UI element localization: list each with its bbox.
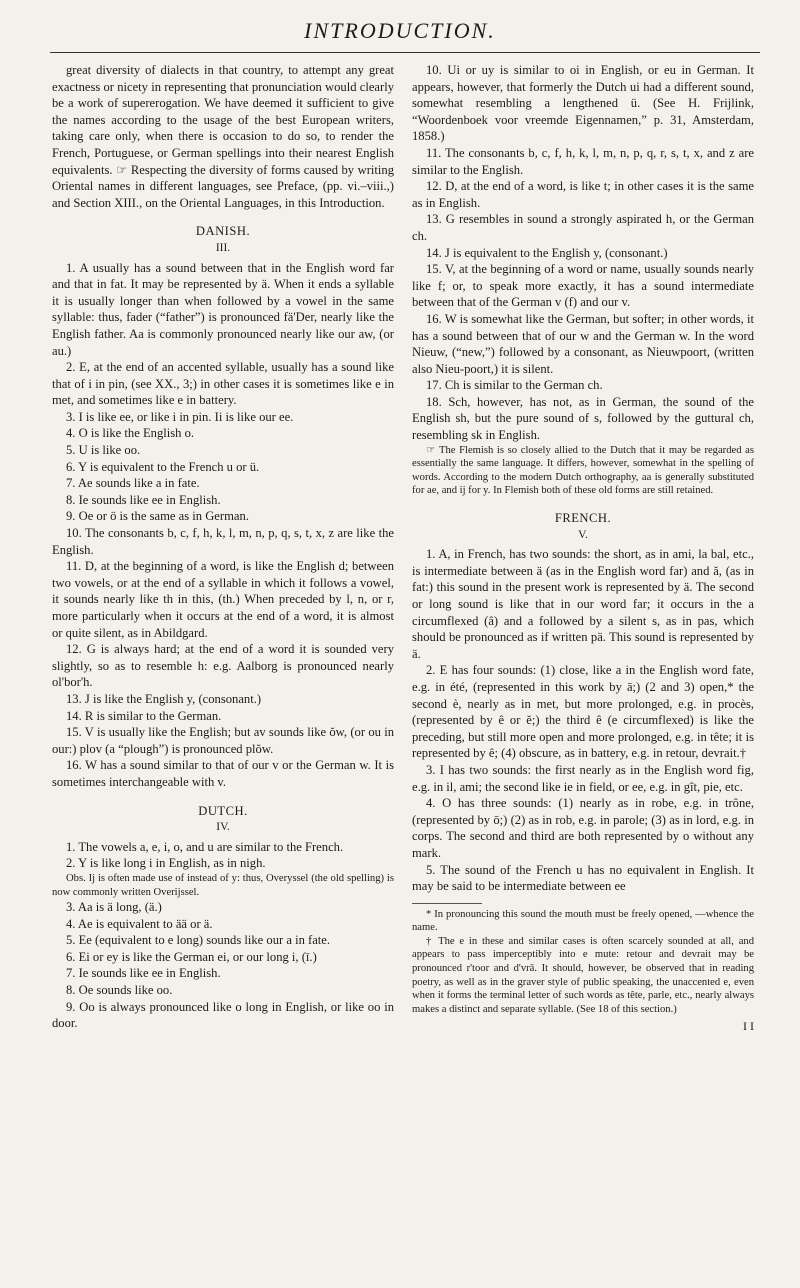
dutch-item: 16. W is somewhat like the German, but softer; in other words, it has a sound between that of our w and the German w. In the word Nieuw, (“new,”) followed by a consonant, as Nieuwpoort, (written also Nieu-poort,) it is silent. [412, 311, 754, 376]
danish-section-number: III. [215, 241, 231, 254]
french-heading: FRENCH. [554, 511, 612, 526]
danish-item: 5. U is like oo. [66, 443, 141, 458]
header-rule [50, 52, 760, 53]
french-section-number: V. [578, 528, 588, 541]
french-item: 2. E has four sounds: (1) close, like a in the English word fate, e.g. in été, (represented in this work by ā;) (2 and 3) open,* the second è, nearly as in met, but more prolonged, e.g. in procès, (represented by ê or ĕ;) the third ê (e circumflexed) is like the preceding, but still more open and more prolonged, e.g. in tête; it is represented by ê; (4) obscure, as in battery, e.g. in retour, devrait.† [412, 663, 754, 761]
running-head: INTRODUCTION. [304, 18, 496, 43]
dutch-item: 4. Ae is equivalent to ää or ä. [66, 916, 213, 931]
dutch-item: 17. Ch is similar to the German ch. [426, 378, 603, 393]
dutch-item: 8. Oe sounds like oo. [66, 983, 173, 998]
page-number: I I [743, 1019, 754, 1034]
danish-item: 4. O is like the English o. [66, 426, 195, 441]
dutch-item: 1. The vowels a, e, i, o, and u are similar to the French. [66, 839, 344, 854]
dutch-item: 2. Y is like long i in English, as in nigh. [66, 856, 266, 871]
left-column [52, 62, 394, 1032]
footnote: † The e in these and similar cases is often scarcely sounded at all, and appears to pass imperceptibly into e mute: retour and devrait may be pronounced r'toor and d'vrā. It should, however, be observed that in reading poetry, as well as in the graver style of public speaking, the unaccented e, even when it forms the terminal letter of such words as tête, parle, etc., nearly always makes a distinct and separate syllable. (See 18 of this section.) [412, 935, 754, 1015]
dutch-heading: DUTCH. [198, 803, 248, 818]
dutch-item: 9. Oo is always pronounced like o long in English, or like oo in door. [52, 999, 394, 1031]
dutch-observation: Obs. Ij is often made use of instead of y: thus, Overyssel (the old spelling) is now commonly written Overijssel. [52, 872, 394, 898]
danish-heading: DANISH. [195, 224, 251, 239]
right-column [412, 62, 754, 1035]
danish-item: 7. Ae sounds like a in fate. [66, 476, 200, 491]
dutch-item: 15. V, at the beginning of a word or name, usually sounds nearly like f; or, to speak more exactly, it has a sound intermediate between that of the German v (f) and our v. [412, 262, 754, 310]
dutch-item: 6. Ei or ey is like the German ei, or our long i, (ī.) [66, 949, 317, 964]
french-item: 3. I has two sounds: the first nearly as in the English word fig, e.g. in il, ami; the second like ie in field, or ee, e.g. in gît, pie, etc. [412, 762, 754, 794]
danish-item: 13. J is like the English y, (consonant.) [66, 691, 262, 706]
french-item: 4. O has three sounds: (1) nearly as in robe, e.g. in trône, (represented by ō;) (2) as in rob, e.g. in parole; (3) as in lord, e.g. in corps. The second and third are both represented by o without any mark. [412, 796, 754, 860]
danish-item: 2. E, at the end of an accented syllable, usually has a sound like that of i in pin, (see XX., 3;) in other cases it is sometimes like e in met, and sometimes like e in battery. [52, 360, 394, 408]
danish-item: 3. I is like ee, or like i in pin. Ii is like our ee. [66, 409, 294, 424]
dutch-item: 12. D, at the end of a word, is like t; in other cases it is the same as in English. [412, 179, 754, 210]
danish-item: 15. V is usually like the English; but av sounds like ŏw, (or ou in our:) plov (a “plough”) is pronounced plŏw. [52, 725, 394, 756]
french-item: 5. The sound of the French u has no equivalent in English. It may be said to be intermediate between ee [412, 862, 754, 894]
danish-item: 9. Oe or ö is the same as in German. [66, 509, 249, 524]
dutch-item: 11. The consonants b, c, f, h, k, l, m, n, p, q, r, s, t, x, and z are similar to the English. [412, 145, 754, 177]
dutch-item: 18. Sch, however, has not, as in German, the sound of the English sh, but the pure sound of s, followed by the guttural ch, resembling sk in English. [412, 394, 754, 443]
danish-item: 6. Y is equivalent to the French u or ü. [66, 459, 260, 474]
danish-item: 1. A usually has a sound between that in the English word far and that in fat. It may be represented by ä. When it ends a syllable it is usually longer than when followed by a vowel in the same syllable: thus, fader (“father”) is pronounced fä'Der, nearly like the English father. Aa is commonly pronounced nearly like our aw, (or au.) [52, 260, 394, 358]
dutch-item: 14. J is equivalent to the English y, (consonant.) [426, 245, 668, 260]
dutch-item: 3. Aa is ä long, (ä.) [66, 900, 162, 915]
intro-paragraph: great diversity of dialects in that country, to attempt any great exactness or nicety in representing that pronunciation would clearly be a work of supererogation. We have deemed it sufficient to give the names according to the usage of the best European writers, taking care only, when there is occasion to do so, to render the French, Portuguese, or German spellings into their nearest English equivalents. ☞ Respecting the diversity of forms caused by writing Oriental names in different languages, see Preface, (pp. vi.–viii.,) and Section XIII., on the Oriental Languages, in this Introduction. [52, 63, 394, 210]
danish-item: 11. D, at the beginning of a word, is like the English d; between two vowels, or at the end of a syllable in which it follows a vowel, it sounds nearly like th in this, (th.) When preceded by l, n, or r, more particularly when it occurs at the end of a word, it is almost or quite silent, as in Abildgard. [52, 559, 394, 640]
dutch-item: 13. G resembles in sound a strongly aspirated h, or the German ch. [412, 212, 754, 243]
danish-item: 16. W has a sound similar to that of our v or the German w. It is sometimes interchangeable with v. [52, 758, 394, 789]
dutch-item: 10. Ui or uy is similar to oi in English, or eu in German. It appears, however, that formerly the Dutch ui had a different sound, somewhat resembling a lengthened ü. (See H. Frijlink, “Woordenboek voor vreemde Eigennamen,” p. 31, Amsterdam, 1858.) [412, 63, 754, 144]
dutch-item: 5. Ee (equivalent to e long) sounds like our a in fate. [66, 933, 331, 948]
danish-item: 14. R is similar to the German. [66, 708, 222, 723]
danish-item: 12. G is always hard; at the end of a word it is sounded very slightly, so as to resemble h: e.g. Aalborg is pronounced nearly ol'bor'h. [52, 642, 394, 690]
footnote: * In pronouncing this sound the mouth must be freely opened, —whence the name. [412, 908, 754, 934]
french-item: 1. A, in French, has two sounds: the short, as in ami, la bal, etc., is intermediate between ä (as in the English word far) and ă, (as in fat:) this sound in the present work is represented by ä. The second or long sound is like that in our word far; it occurs in the a circumflexed (â) and a followed by a silent s, as in pas, which should be pronounced as if written pä. This sound is represented by ä. [412, 547, 754, 661]
footnote-rule [412, 903, 482, 904]
danish-item: 8. Ie sounds like ee in English. [66, 492, 221, 507]
danish-item: 10. The consonants b, c, f, h, k, l, m, n, p, q, s, t, x, z are like the English. [52, 526, 394, 557]
flemish-note: ☞ The Flemish is so closely allied to the Dutch that it may be regarded as essentially the same language. It differs, however, somewhat in the spelling of words. According to the modern Dutch orthography, aa is generally substituted for ae, and ij for y. In Flemish both of these old forms are still retained. [412, 444, 754, 497]
dutch-section-number: IV. [216, 821, 230, 834]
dutch-item: 7. Ie sounds like ee in English. [66, 966, 221, 981]
